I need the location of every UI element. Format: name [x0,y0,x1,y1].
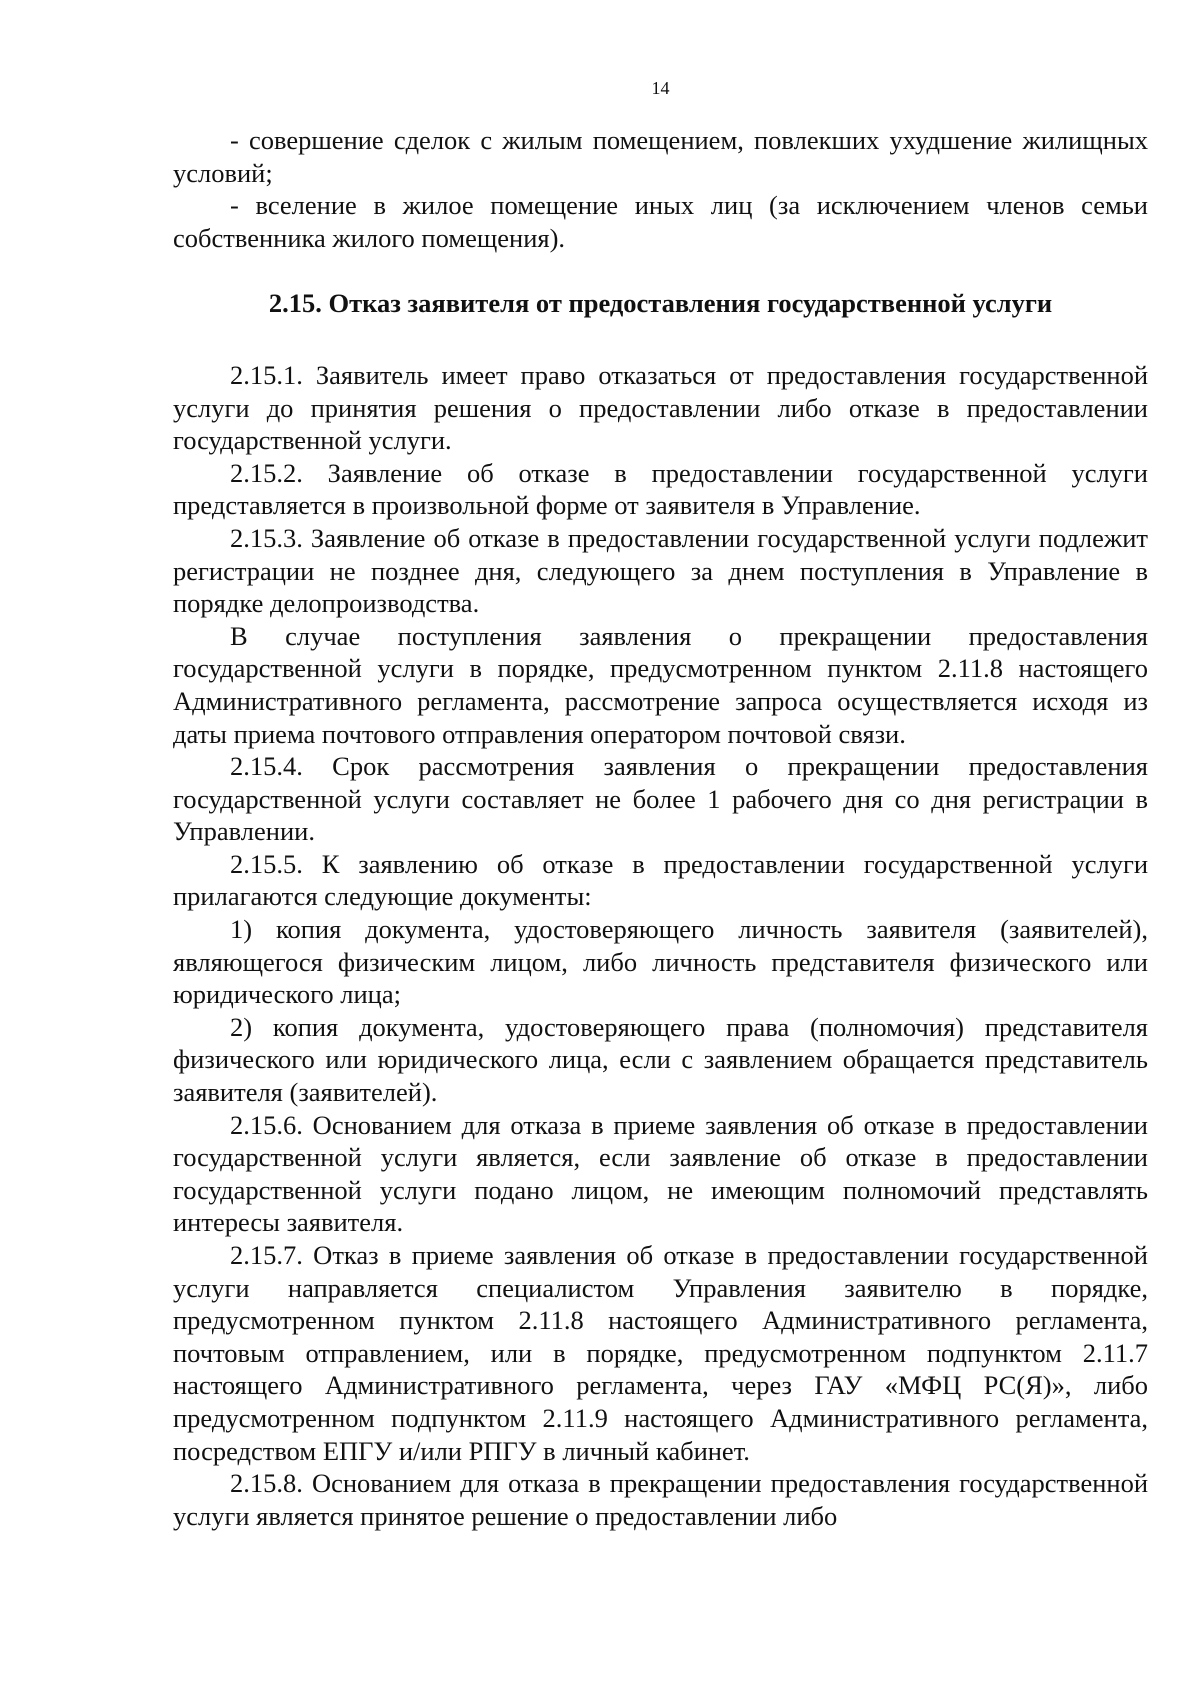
paragraph-2-15-4: 2.15.4. Срок рассмотрения заявления о прекращении предоставления государственной услуги составляет не более 1 рабочего дня со дня регистрации в Управлении. [173,751,1148,847]
paragraph-postal-case: В случае поступления заявления о прекращении предоставления государственной услуги в порядке, предусмотренном пунктом 2.11.8 настоящего Административного регламента, рассмотрение запроса осуществляется исходя из даты приема почтового отправления оператором почтовой связи. [173,620,1148,749]
paragraph-2-15-3: 2.15.3. Заявление об отказе в предоставлении государственной услуги подлежит регистрации не позднее дня, следующего за днем поступления в Управление в порядке делопроизводства. [173,522,1148,619]
paragraph-2-15-7: 2.15.7. Отказ в приеме заявления об отказе в предоставлении государственной услуги направляется специалистом Управления заявителю в порядке, предусмотренном пунктом 2.11.8 настоящего Административного регламента, почтовым отправлением, или в порядке, предусмотренном подпунктом 2.11.7 настоящего Административного регламента, через ГАУ «МФЦ РС(Я)», либо предусмотренном подпунктом 2.11.9 настоящего Административного регламента, посредством ЕПГУ и/или РПГУ в личный кабинет. [173,1240,1148,1466]
document-body [173,124,1148,1532]
list-item-2: 2) копия документа, удостоверяющего права (полномочия) представителя физического или юридического лица, если с заявлением обращается представитель заявителя (заявителей). [173,1011,1148,1108]
paragraph-settlement: - вселение в жилое помещение иных лиц (за исключением членов семьи собственника жилого помещения). [173,190,1148,253]
list-item-1: 1) копия документа, удостоверяющего личность заявителя (заявителей), являющегося физическим лицом, либо личность представителя физического или юридического лица; [173,914,1148,1010]
paragraph-2-15-8: 2.15.8. Основанием для отказа в прекращении предоставления государственной услуги является принятое решение о предоставлении либо [173,1468,1148,1531]
paragraph-deals: - совершение сделок с жилым помещением, повлекших ухудшение жилищных условий; [173,125,1148,188]
paragraph-2-15-5: 2.15.5. К заявлению об отказе в предоставлении государственной услуги прилагаются следующие документы: [173,848,1148,912]
page-number: 14 [651,78,670,98]
section-heading: 2.15. Отказ заявителя от предоставления государственной услуги [268,288,1053,319]
paragraph-2-15-1: 2.15.1. Заявитель имеет право отказаться от предоставления государственной услуги до принятия решения о предоставлении либо отказе в предоставлении государственной услуги. [173,359,1148,456]
paragraph-2-15-2: 2.15.2. Заявление об отказе в предоставлении государственной услуги представляется в произвольной форме от заявителя в Управление. [173,457,1148,521]
paragraph-2-15-6: 2.15.6. Основанием для отказа в приеме заявления об отказе в предоставлении государственной услуги является, если заявление об отказе в предоставлении государственной услуги подано лицом, не имеющим полномочий представлять интересы заявителя. [173,1109,1148,1238]
